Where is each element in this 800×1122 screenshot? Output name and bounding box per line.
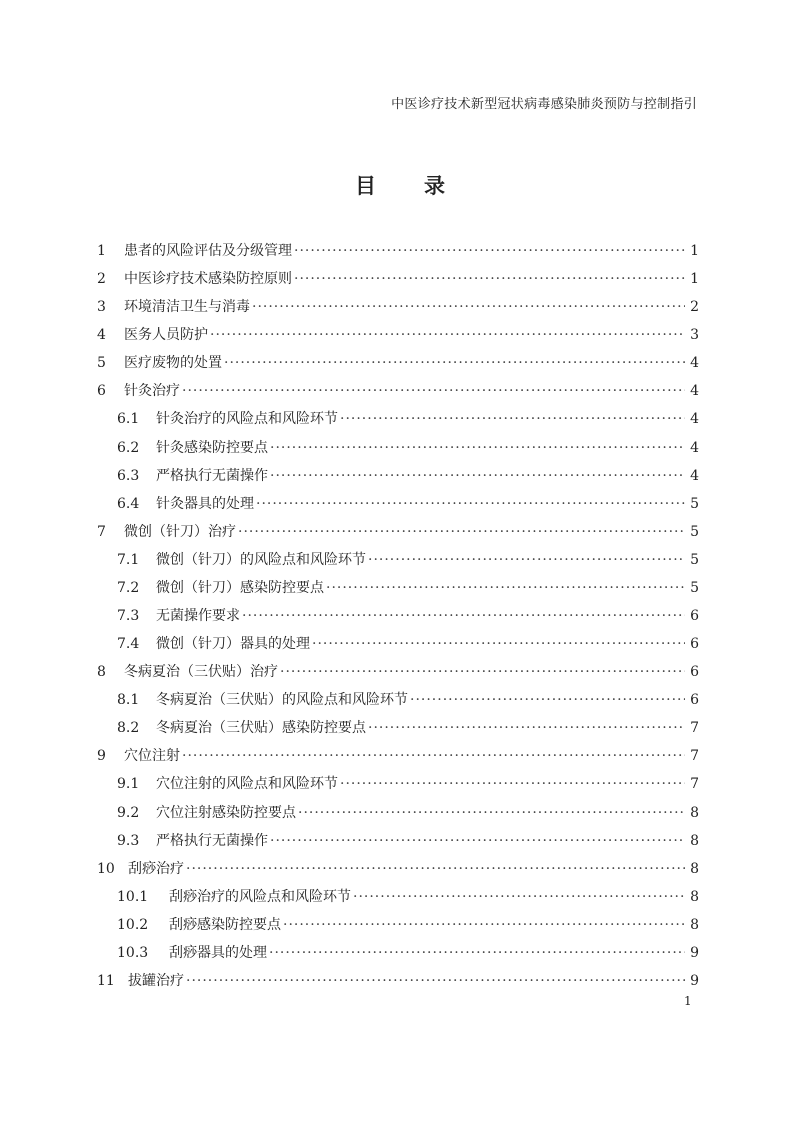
toc-entry-title[interactable]: 刮痧感染防控要点 [169, 916, 281, 933]
toc-entry-page: 6 [690, 636, 699, 653]
toc-entry-number: 7.3 [117, 608, 140, 625]
toc-entry[interactable] [97, 324, 699, 352]
dot-leader [294, 271, 685, 287]
toc-entry-title[interactable]: 中医诊疗技术感染防控原则 [124, 271, 292, 288]
dot-leader [186, 861, 685, 877]
dot-leader [410, 692, 685, 708]
toc-entry-page: 5 [690, 579, 699, 596]
toc-entry-number: 4 [97, 327, 106, 344]
dot-leader [270, 468, 685, 484]
toc-entry-page: 1 [690, 243, 699, 259]
toc-entry-number: 8.1 [117, 692, 140, 709]
table-of-contents [97, 240, 699, 998]
toc-entry-title[interactable]: 穴位注射 [124, 748, 180, 765]
toc-entry[interactable] [97, 268, 699, 296]
toc-entry-title[interactable]: 刮痧治疗 [128, 860, 184, 877]
toc-entry-title[interactable]: 刮痧器具的处理 [169, 944, 267, 961]
toc-entry-number: 11 [97, 973, 115, 990]
toc-entry[interactable] [97, 802, 699, 830]
toc-entry-number: 6.1 [117, 411, 140, 428]
toc-entry[interactable] [97, 858, 699, 886]
toc-entry-number: 10.2 [117, 916, 149, 933]
toc-entry-number: 9.3 [117, 832, 140, 849]
toc-entry-number: 9.2 [117, 804, 140, 821]
title-char: 录 [424, 174, 445, 198]
toc-entry-page: 6 [690, 608, 699, 625]
toc-entry-page: 5 [690, 495, 699, 512]
toc-entry[interactable] [97, 886, 699, 914]
toc-entry-number: 7.1 [117, 551, 140, 568]
toc-entry-page: 4 [690, 383, 699, 400]
toc-entry-page: 9 [690, 973, 699, 990]
page-title [0, 170, 800, 200]
toc-entry-page: 7 [690, 720, 699, 737]
toc-entry-page: 4 [690, 355, 699, 372]
toc-entry-page: 4 [690, 467, 699, 484]
dot-leader [224, 355, 685, 371]
toc-entry-title[interactable]: 微创（针刀）感染防控要点 [156, 579, 324, 596]
toc-entry-page: 4 [690, 439, 699, 456]
toc-entry[interactable] [97, 970, 699, 998]
toc-entry[interactable] [97, 942, 699, 970]
dot-leader [182, 383, 685, 399]
dot-leader [238, 524, 685, 540]
toc-entry-title[interactable]: 医疗废物的处置 [124, 355, 222, 372]
dot-leader [326, 580, 685, 596]
toc-entry[interactable] [97, 493, 699, 521]
toc-entry-title[interactable]: 严格执行无菌操作 [156, 467, 268, 484]
dot-leader [283, 917, 685, 933]
toc-entry-title[interactable]: 冬病夏治（三伏贴）的风险点和风险环节 [156, 692, 408, 709]
toc-entry-number: 2 [97, 271, 106, 288]
toc-entry-title[interactable]: 刮痧治疗的风险点和风险环节 [169, 888, 351, 905]
dot-leader [269, 945, 685, 961]
toc-entry-number: 10.1 [117, 888, 149, 905]
toc-entry-title[interactable]: 穴位注射感染防控要点 [156, 804, 296, 821]
toc-entry-page: 8 [690, 888, 699, 905]
dot-leader [294, 243, 685, 259]
toc-entry-number: 7.2 [117, 579, 140, 596]
toc-entry-title[interactable]: 针灸感染防控要点 [156, 439, 268, 456]
toc-entry[interactable] [97, 661, 699, 689]
dot-leader [368, 720, 685, 736]
toc-entry-title[interactable]: 冬病夏治（三伏贴）感染防控要点 [156, 720, 366, 737]
toc-entry-page: 8 [690, 832, 699, 849]
toc-entry-number: 5 [97, 355, 106, 372]
toc-entry-page: 8 [690, 860, 699, 877]
toc-entry-page: 8 [690, 916, 699, 933]
toc-entry-number: 10.3 [117, 944, 149, 961]
toc-entry-number: 1 [97, 243, 106, 259]
toc-entry-page: 5 [690, 551, 699, 568]
toc-entry-page: 4 [690, 411, 699, 428]
dot-leader [353, 889, 685, 905]
toc-entry-title[interactable]: 微创（针刀）器具的处理 [156, 636, 310, 653]
toc-entry-number: 8 [97, 664, 106, 681]
toc-entry[interactable] [97, 633, 699, 661]
toc-entry-number: 9 [97, 748, 106, 765]
toc-entry-number: 6.4 [117, 495, 140, 512]
toc-entry[interactable] [97, 521, 699, 549]
toc-entry-number: 7 [97, 523, 106, 540]
toc-entry-page: 8 [690, 804, 699, 821]
toc-entry[interactable] [97, 830, 699, 858]
toc-entry-number: 3 [97, 299, 106, 316]
toc-entry-title[interactable]: 患者的风险评估及分级管理 [124, 243, 292, 259]
toc-entry[interactable] [97, 549, 699, 577]
running-header: 中医诊疗技术新型冠状病毒感染肺炎预防与控制指引 [391, 97, 697, 112]
toc-entry-title[interactable]: 环境清洁卫生与消毒 [124, 299, 250, 316]
toc-entry-title[interactable]: 针灸器具的处理 [156, 495, 254, 512]
dot-leader [256, 496, 685, 512]
toc-entry-number: 8.2 [117, 720, 140, 737]
toc-entry-page: 6 [690, 692, 699, 709]
toc-entry-title[interactable]: 穴位注射的风险点和风险环节 [156, 776, 338, 793]
dot-leader [270, 440, 685, 456]
dot-leader [368, 552, 685, 568]
toc-entry-number: 6 [97, 383, 106, 400]
dot-leader [182, 748, 685, 764]
dot-leader [298, 805, 685, 821]
dot-leader [270, 833, 685, 849]
toc-entry-page: 7 [690, 776, 699, 793]
dot-leader [340, 411, 685, 427]
toc-entry-title[interactable]: 冬病夏治（三伏贴）治疗 [124, 664, 278, 681]
toc-entry[interactable] [97, 465, 699, 493]
dot-leader [210, 327, 685, 343]
toc-entry-title[interactable]: 微创（针刀）的风险点和风险环节 [156, 551, 366, 568]
toc-entry[interactable] [97, 914, 699, 942]
dot-leader [186, 973, 685, 989]
toc-entry-page: 3 [690, 327, 699, 344]
toc-entry-number: 9.1 [117, 776, 140, 793]
toc-entry-title[interactable]: 拔罐治疗 [128, 973, 184, 990]
toc-entry[interactable] [97, 773, 699, 801]
toc-entry-title[interactable]: 微创（针刀）治疗 [124, 523, 236, 540]
toc-entry-number: 6.3 [117, 467, 140, 484]
toc-entry-page: 7 [690, 748, 699, 765]
page-number: 1 [684, 994, 692, 1008]
toc-entry[interactable] [97, 240, 699, 268]
toc-entry-title[interactable]: 无菌操作要求 [156, 608, 240, 625]
toc-entry-title[interactable]: 针灸治疗 [124, 383, 180, 400]
dot-leader [280, 664, 685, 680]
toc-entry-title[interactable]: 医务人员防护 [124, 327, 208, 344]
toc-entry-number: 6.2 [117, 439, 140, 456]
toc-entry-title[interactable]: 严格执行无菌操作 [156, 832, 268, 849]
toc-entry-page: 5 [690, 523, 699, 540]
toc-entry-title[interactable]: 针灸治疗的风险点和风险环节 [156, 411, 338, 428]
toc-entry-page: 2 [690, 299, 699, 316]
dot-leader [312, 636, 685, 652]
toc-entry[interactable] [97, 745, 699, 773]
title-char: 目 [355, 174, 376, 198]
toc-entry[interactable] [97, 605, 699, 633]
toc-entry-page: 9 [690, 944, 699, 961]
toc-entry-page: 1 [690, 271, 699, 288]
toc-entry[interactable] [97, 352, 699, 380]
toc-entry-page: 6 [690, 664, 699, 681]
toc-entry-number: 7.4 [117, 636, 140, 653]
toc-entry[interactable] [97, 689, 699, 717]
toc-entry[interactable] [97, 380, 699, 408]
toc-entry-number: 10 [97, 860, 115, 877]
dot-leader [340, 776, 685, 792]
toc-entry[interactable] [97, 437, 699, 465]
dot-leader [252, 299, 685, 315]
dot-leader [242, 608, 685, 624]
toc-entry[interactable] [97, 577, 699, 605]
toc-entry[interactable] [97, 717, 699, 745]
toc-entry[interactable] [97, 296, 699, 324]
toc-entry[interactable] [97, 408, 699, 436]
